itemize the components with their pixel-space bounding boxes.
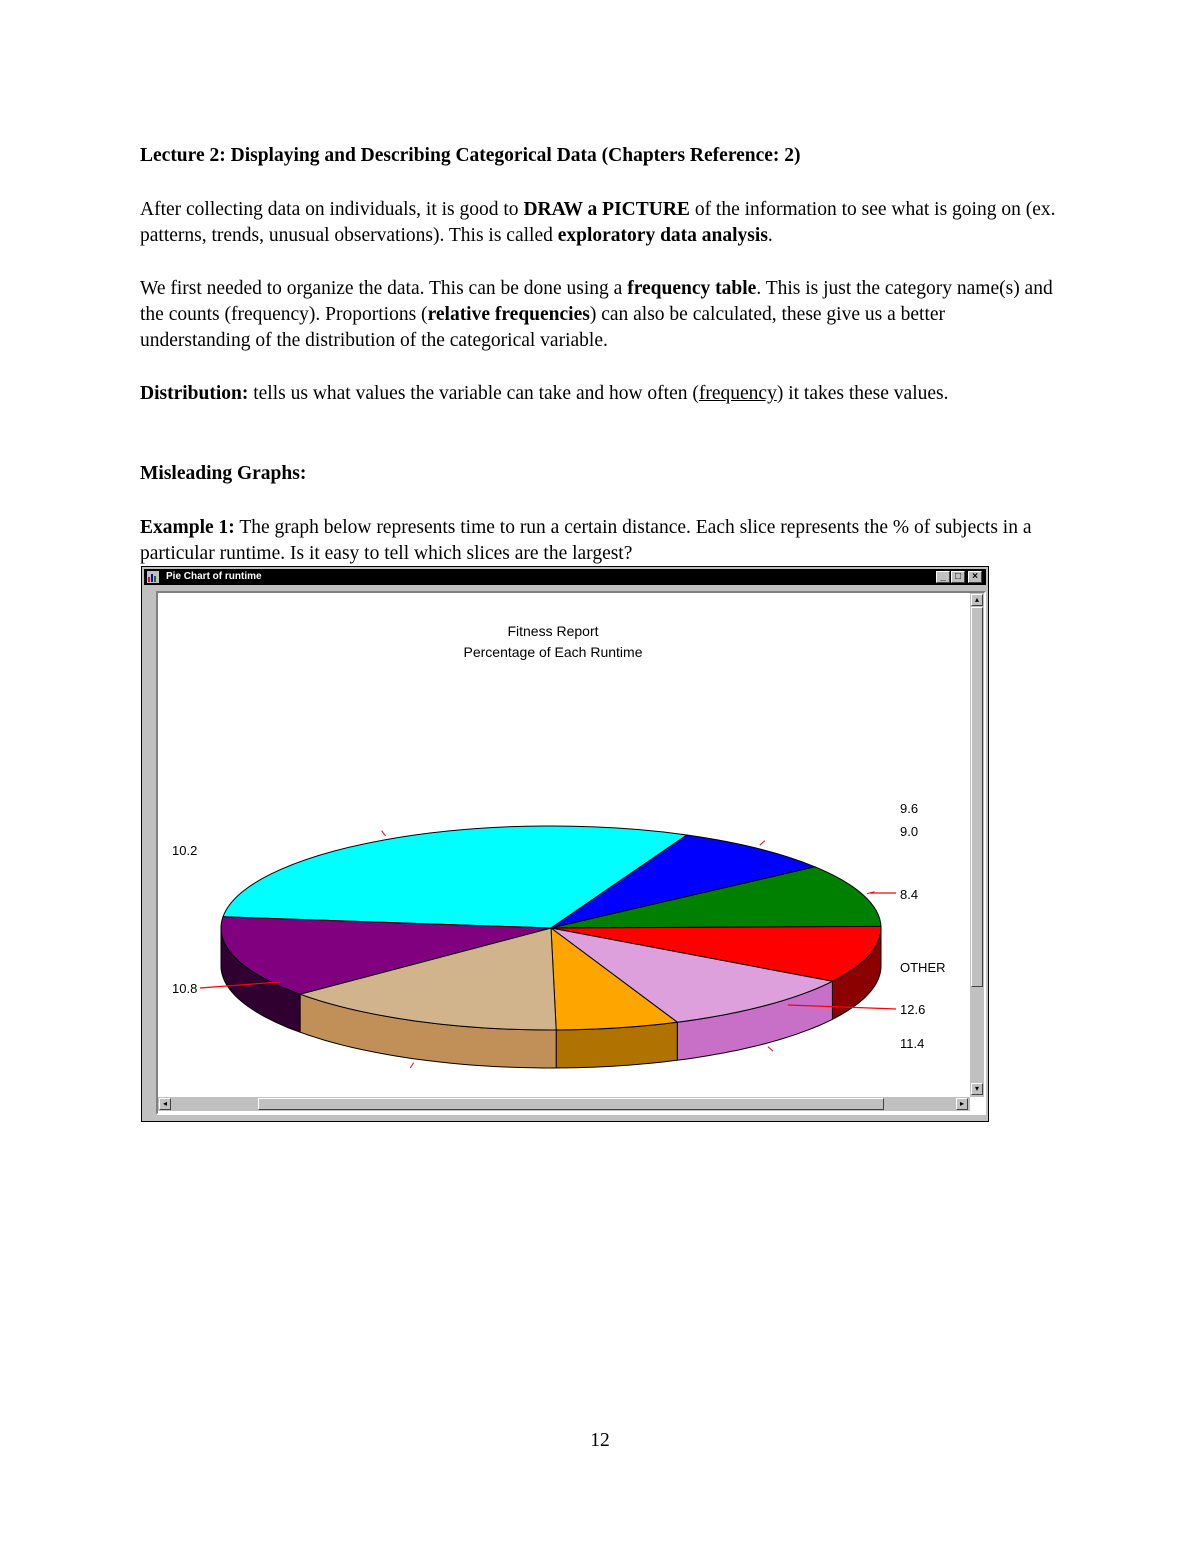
scroll-up-button[interactable]: ▴	[971, 594, 983, 606]
frequency-table-term: frequency table	[627, 278, 757, 299]
vertical-scroll-thumb[interactable]	[971, 607, 983, 987]
scroll-right-button[interactable]: ▸	[956, 1098, 968, 1110]
leader-tick-9-6	[760, 841, 765, 846]
maximize-button[interactable]: □	[951, 571, 965, 583]
example-label: Example 1:	[140, 517, 235, 538]
paragraph-eda: After collecting data on individuals, it is good to DRAW a PICTURE of the information to see what is going on (ex. patterns, trends, unusual observations). This is called exploratory data analysis.	[140, 199, 1056, 246]
pie-chart-window	[141, 566, 989, 1122]
slice-label-12-6: 12.6	[900, 1002, 926, 1017]
paragraph-distribution: Distribution: tells us what values the variable can take and how often (frequency) it takes these values.	[140, 383, 949, 404]
leader-tick-11-4	[410, 1063, 413, 1069]
pie-chart	[158, 593, 970, 1097]
minimize-button[interactable]: _	[936, 571, 950, 583]
relative-frequencies-term: relative frequencies	[427, 304, 590, 325]
scroll-down-button[interactable]: ▾	[971, 1083, 983, 1095]
leader-tick-other	[768, 1047, 773, 1052]
pie-tops	[221, 826, 881, 1030]
slice-label-10-2: 10.2	[172, 843, 198, 858]
chart-window-icon	[147, 571, 159, 583]
horizontal-scroll-thumb[interactable]	[258, 1098, 884, 1110]
page-heading: Lecture 2: Displaying and Describing Categorical Data (Chapters Reference: 2)	[140, 145, 801, 166]
slice-label-9-6: 9.6	[900, 801, 919, 816]
chart-canvas	[156, 591, 986, 1115]
slice-label-9-0: 9.0	[900, 824, 919, 839]
page-number: 12	[590, 1430, 610, 1451]
window-title: Pie Chart of runtime	[166, 571, 262, 582]
draw-a-picture-text: DRAW a PICTURE	[523, 199, 690, 220]
slice-label-other: OTHER	[900, 960, 946, 975]
window-titlebar[interactable]	[144, 569, 986, 585]
slice-label-11-4: 11.4	[900, 1036, 925, 1051]
chart-title: Fitness Report	[507, 623, 599, 639]
paragraph-example-1: Example 1: The graph below represents time to run a certain distance. Each slice represents the % of subjects in a particular runtime. Is it easy to tell which slices are the largest?	[140, 517, 1032, 564]
distribution-term: Distribution:	[140, 383, 249, 404]
frequency-underlined: frequency	[698, 383, 777, 404]
slice-label-8-4: 8.4	[900, 887, 919, 902]
close-button[interactable]: ×	[968, 571, 982, 583]
slice-label-10-8: 10.8	[172, 981, 198, 996]
horizontal-scrollbar[interactable]	[158, 1097, 970, 1111]
vertical-scrollbar[interactable]	[970, 593, 984, 1097]
misleading-graphs-heading: Misleading Graphs:	[140, 463, 307, 484]
paragraph-frequency-table: We first needed to organize the data. This can be done using a frequency table. This is just the category name(s) and the counts (frequency). Proportions (relative frequencies) can also be calculated, these give us a better understanding of the distribution of the categorical variable.	[140, 278, 1053, 351]
eda-term: exploratory data analysis	[557, 225, 768, 246]
chart-subtitle: Percentage of Each Runtime	[463, 644, 643, 660]
leader-tick-10-2	[382, 831, 386, 836]
scroll-left-button[interactable]: ◂	[159, 1098, 171, 1110]
